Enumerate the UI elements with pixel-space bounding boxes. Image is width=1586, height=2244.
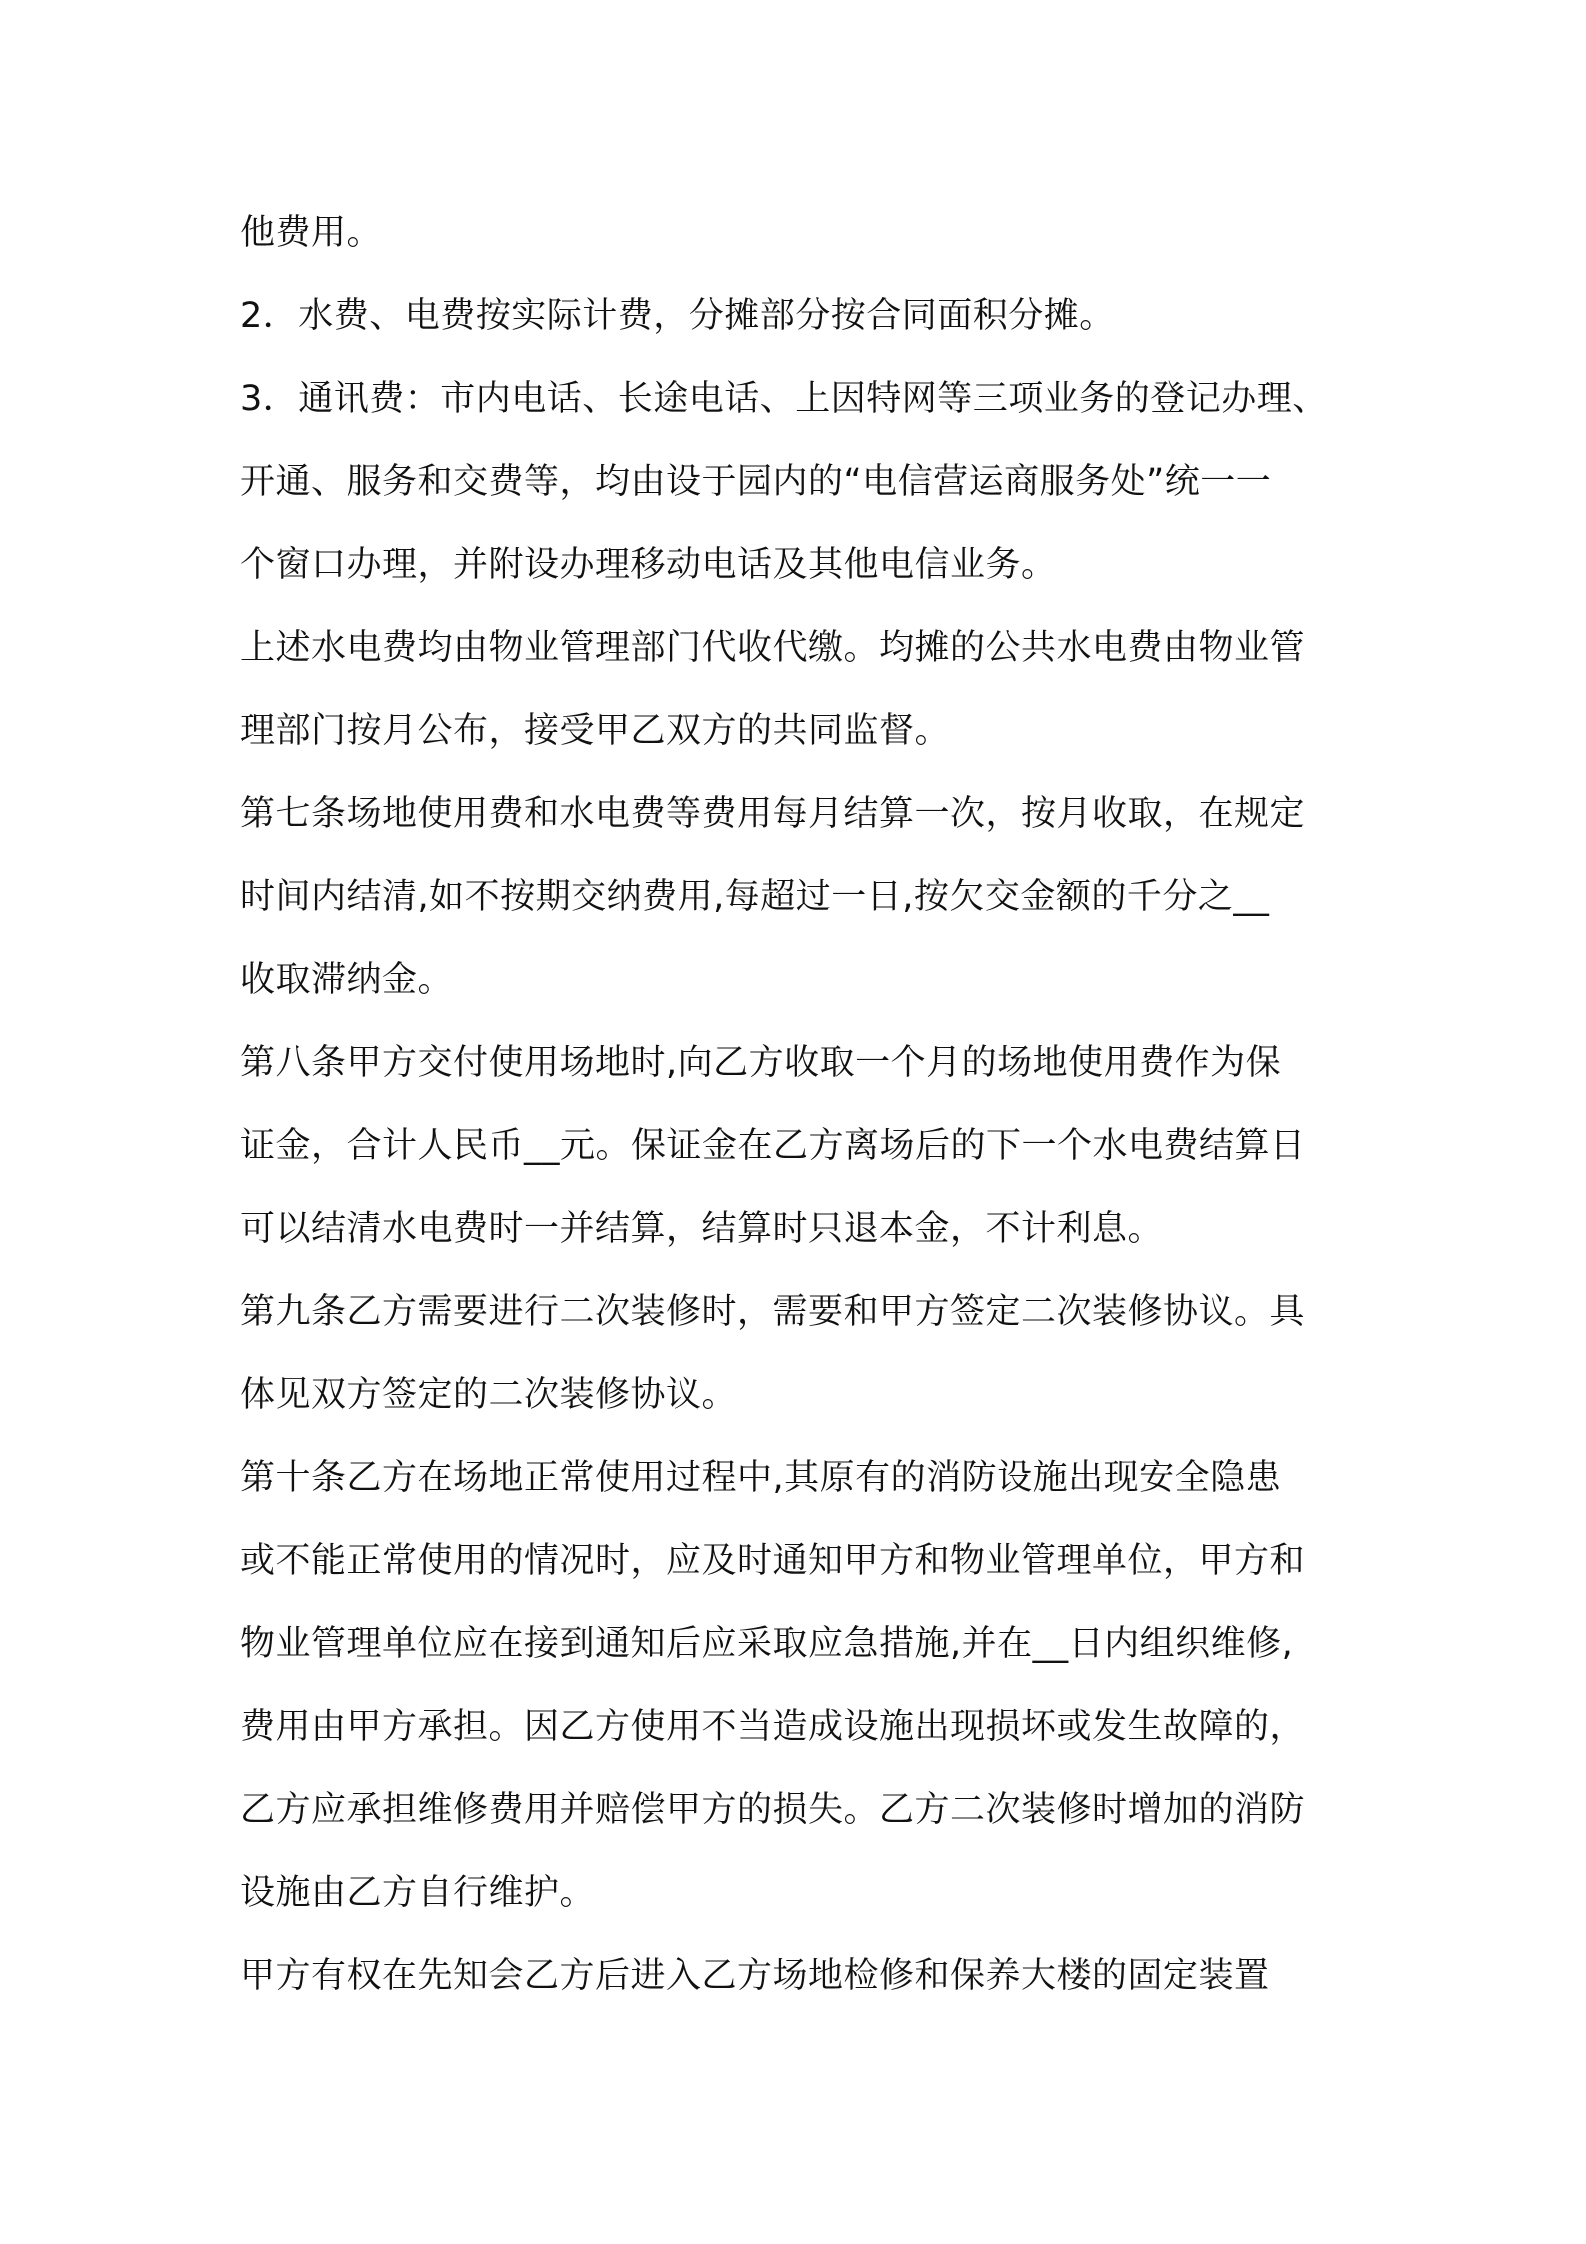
document-body [240, 192, 1380, 2018]
text-line: 他费用。 [240, 213, 383, 253]
text-line: 时间内结清,如不按期交纳费用,每超过一日,按欠交金额的千分之__ [240, 877, 1270, 917]
text-line: 可以结清水电费时一并结算，结算时只退本金，不计利息。 [240, 1209, 1164, 1249]
text-line: 收取滞纳金。 [240, 960, 454, 1000]
text-line: 第八条甲方交付使用场地时,向乙方收取一个月的场地使用费作为保 [240, 1043, 1282, 1083]
text-line: 费用由甲方承担。因乙方使用不当造成设施出现损坏或发生故障的， [240, 1707, 1306, 1747]
text-line: 证金，合计人民币__元。保证金在乙方离场后的下一个水电费结算日 [240, 1126, 1306, 1166]
text-line: 开通、服务和交费等，均由设于园内的“电信营运商服务处”统一一 [240, 462, 1272, 502]
text-line: 个窗口办理，并附设办理移动电话及其他电信业务。 [240, 545, 1057, 585]
text-line: 2．水费、电费按实际计费，分摊部分按合同面积分摊。 [240, 296, 1115, 336]
text-line: 第七条场地使用费和水电费等费用每月结算一次，按月收取，在规定 [240, 794, 1306, 834]
text-line: 理部门按月公布，接受甲乙双方的共同监督。 [240, 711, 951, 751]
text-line: 上述水电费均由物业管理部门代收代缴。均摊的公共水电费由物业管 [240, 628, 1306, 668]
text-line: 体见双方签定的二次装修协议。 [240, 1375, 738, 1415]
text-line: 甲方有权在先知会乙方后进入乙方场地检修和保养大楼的固定装置 [240, 1956, 1270, 1996]
text-line: 第十条乙方在场地正常使用过程中,其原有的消防设施出现安全隐患 [240, 1458, 1282, 1498]
text-line: 设施由乙方自行维护。 [240, 1873, 596, 1913]
text-line: 物业管理单位应在接到通知后应采取应急措施,并在__日内组织维修, [240, 1624, 1294, 1664]
text-line: 乙方应承担维修费用并赔偿甲方的损失。乙方二次装修时增加的消防 [240, 1790, 1306, 1830]
text-line: 3．通讯费：市内电话、长途电话、上因特网等三项业务的登记办理、 [240, 379, 1328, 419]
text-line: 或不能正常使用的情况时，应及时通知甲方和物业管理单位，甲方和 [240, 1541, 1306, 1581]
text-line: 第九条乙方需要进行二次装修时，需要和甲方签定二次装修协议。具 [240, 1292, 1306, 1332]
